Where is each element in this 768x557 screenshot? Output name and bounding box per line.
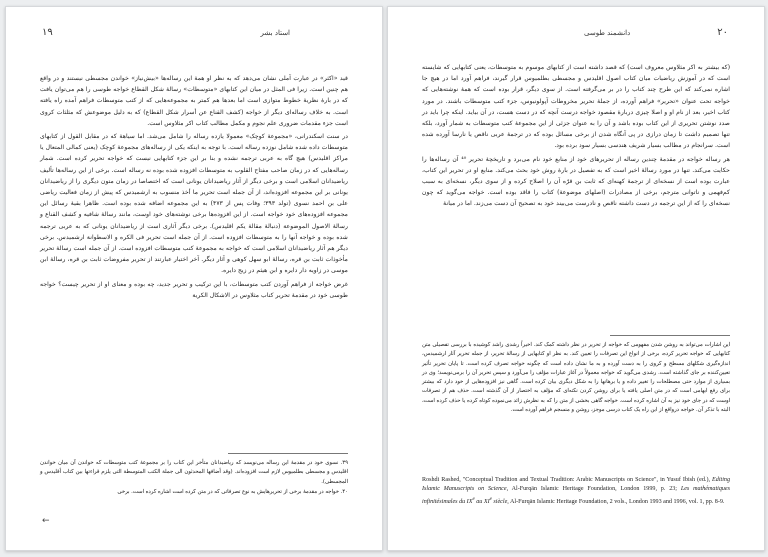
page-number: ٢٠ [717, 27, 728, 38]
left-page [5, 6, 383, 551]
running-title: استاد بشر [260, 29, 290, 37]
paragraph: هر رساله خواجه در مقدمهٔ چندین رساله از تحریرهای خود از منابع خود نام می‌برد و تاریخچهٔ تحریر ⁴⁰ آن رساله‌ها را حکایت می‌کند. تنها در مورد رسالهٔ اخیر است که به تفصیل در بارهٔ روش خود بحث می‌کند. منابع او در تحریر این کتاب، عبارت بوده است از نسخه‌ای از ترجمهٔ کهنه‌ای که ثابت بن قرّه آن را اصلاح کرده و از سوی دیگر، نسخه‌ای به سبب کم‌فهمی و ناتوانی مترجم، برخی از مصادرات (اصلهای موضوعهٔ) کتاب را فاقد بوده است. خواجه می‌گوید که چون نسخه‌ای را که از این ترجمه در دست داشته ناقص و نادرست می‌بیند خود به تصحیح آن دست می‌زند. اما در میانهٔ [422, 155, 730, 208]
latin-citation [422, 476, 730, 507]
left-page-header [42, 29, 346, 41]
paragraph: قید «اکثر» در عبارت آملی نشان می‌دهد که به نظر او همهٔ این رساله‌ها «بیش‌نیاز» خواندن مجسطی نیستند و در واقع هم چنین است. زیرا فی المثل در میان این کتابهای «متوسطات» رسالهٔ شکل القطاع خواجه طوسی را هم می‌توان یافت که در بارهٔ نظریهٔ خطوط متوازی است اما بعدها هم کمتر به مجموعه‌هایی که از کتب متوسطات فراهم آمده راه یافته است. به خلاف رساله‌ای دیگر از خواجه (کشف القناع عن أسرار شکل القطاع) که به دلیل موضوعش که مثلثات کروی است جزء مقدمات ضروری علم نجوم و مکمل مطالب کتاب اکر مثلاوس است. [40, 75, 348, 127]
right-page [387, 6, 765, 551]
right-footnotes [422, 341, 730, 416]
footnote-rule [228, 453, 348, 454]
continuation-arrow-icon: ← [42, 516, 50, 526]
footnote: ۴۰. خواجه در مقدمهٔ برخی از تحریرهایش به نوع تصرفاتی که در متن کرده است اشاره کرده است. برخی [117, 488, 348, 495]
paragraph: (که بیشتر به اکر مثلاوس معروف است) که قصد داشته است از کتابهای موسوم به متوسطات، یعنی کتابهایی که شایسته است که در آموزش ریاضیات میان کتاب اصول اقلیدس و مجسطی بطلمیوس قرار گیرند، فراهم آورد اما در هیچ جا اشاره نمی‌کند که این طرح چند کتاب را در بر می‌گرفته است. از سوی دیگر، قرار بوده است که همهٔ نوشته‌هایی که خواجه تحت عنوان «تحریر» فراهم آورده، از جملهٔ تحریر مخروطات آپولونیوس، جزء کتب متوسطات باشند. در مورد کتاب اخیر، بعد از نام او و اصلا چیزی دربارهٔ مقصود خواجه درست آنچه که در دست هست، در آن بیاید. اینکه چرا باید در صدد نوشتن تحریری از این کتاب بوده باشد و آن را به عنوان جزئی از این مجموعهٔ کتب متوسطات به شمار آورد، بلکه تنها تصمیم داشت تا زمان درازی در پی آنگاه شدن از برخی مسائل بوده که در ترجمهٔ عربی ناقص یا نارسا آورده شده است. سرانجام در مطالب بسیار شریف هندسی بسیار سود برده بود. [422, 64, 730, 150]
citation-book-title: Les mathématiques infinitésimales du IXe au XIe siècle [422, 486, 730, 505]
footnote: این اشارات می‌تواند به روشن شدن مفهومی که خواجه از تحریر در نظر داشته کمک کند. اخیراً رشدی راشد کوشیده با بررسی تفصیلی متن کتابهایی که خواجه تحریر کرده، برخی از انواع این تصرفات را تعیین کند. به نظر او کتابهایی از رسالهٔ تحریر، از جمله تحریر آثار ارشمیدس، اندازه‌گیری شکلهای مسطح و کروی را به دست آورده و به ما نشان داده است که چگونه خواجه تصرف کرده است. تا پایان تحریر تأثیر تعیین‌کننده بر جای گذاشته است. رشدی می‌گوید که خواجه معمولاً در آغاز عبارات مؤلف را می‌آورد و سپس تحریر آن را برمی‌نویسد؛ وی در بسیاری از موارد حتی مصطلحات را تغییر داده و یا برهانها را به شکل دیگری بیان کرده است. گاهی نیز افزوده‌هایی از خود دارد که بیشتر برای رفع ابهامی است که در متن اصلی یافته یا برای روشن کردن نکته‌ای که مؤلف به اختصار از آن گذشته است. حذف هم از تصرفات اوست که در جای خود نیز به آن اشاره کرده است. خواجه گاهی بخشی از متن را که به نظرش زائد می‌نموده کوتاه کرده یا حذف کرده است، البته با تذکر آن. خواجه درواقع از این راه یک کتاب درسی موجز، روشن و منسجم فراهم آورده است. [422, 342, 730, 414]
right-page-header [424, 29, 728, 41]
left-body-text [40, 73, 348, 303]
running-title: دانشمند طوسی [584, 29, 631, 37]
footnote: ۳۹. نسوی خود در مقدمهٔ این رساله می‌نویسد که ریاضیدانان متأخر این کتاب را بر مجموعهٔ کتب متوسطات که خواندن آن میان خواندن اقلیدس و مجسطی بطلمیوس لازم است افزوده‌اند. (وقد أضافها المحدثون الی جملة الکتب المتوسطة التی یلزم قراءتها بین کتاب أقلیدس و المجسطی). [40, 460, 348, 485]
paragraph: غرض خواجه از فراهم آوردن کتب متوسطات، با این ترکیب و تحریر جدید، چه بوده و معنای او از تحریر چیست؟ خواجه طوسی خود در مقدمهٔ تحریر کتاب مثلاوس در الاشکال الکریة [40, 280, 348, 299]
citation-text: , Al-Furqān Islamic Heritage Foundation, London 1999, p. 23; [506, 486, 681, 493]
right-body-text [422, 62, 730, 212]
left-footnotes [40, 459, 348, 498]
paragraph: در سنت اسکندرانی، «مجموعهٔ کوچک» معمولا یازده رساله را شامل می‌شد. اما سیاههٔ که در مقابل القول از کتابهای متوسطات داده شده شامل نوزده رساله است. با توجه به اینکه یکی از رساله‌های مجموعهٔ کوچک (یعنی کمالی المتعال یا مراکز اقلیدس) هیچ گاه به عربی ترجمه نشده و بنا بر این جزء کتابهایی نیست که خواجه تحریر کرده است. شمار رساله‌هایی که در زمان صاحب مفتاح القلوب به متوسطات افزوده شده بوده نه رساله است. برخی از این رساله‌ها تألیف ریاضیدانان اسلامی است و برخی دیگر از آثار ریاضیدانان یونانی است که اختصاصا در زمان متون دیگری را از ریاضیدانان یونانی بر این مجموعه افزوده‌اند، از آن جمله است تحریر ما أخذ منسوب به ارشمیدس که پیش از زمان فعالیت ریاضی علی بن احمد نسوی (تولد ۳۹۳؛ وفات پس از ۴۷۳) به این مجموعه اضافه شده بوده است. ظاهرا بقیهٔ رسائل این مجموعه افزوده‌های خود خواجه است. از این افزوده‌ها برخی نوشته‌های خود اوست، مانند رسالهٔ شافیه و کشف القناع و رسالهٔ الاصول الموضوعة (دنبالهٔ مقالهٔ یکم اقلیدس). برخی دیگر آثاری است از ریاضیدانان یونانی که به عربی ترجمه شده بوده و خواجه آنها را به متوسطات افزوده است. از آن جمله است تحریر فی الکره و الاسطوانة ارشمیدس. برخی دیگر هم آثار ریاضیدانان اسلامی است که خواجه به مجموعهٔ کتب متوسطات افزوده است. از آن جمله است رسالهٔ تحریر مأخوذات ثابت بن قره، رسالهٔ ابو سهل کوهی و آثار دیگر. آخر اختیار عبارتند از تحریر مفروضات ثابت بن قره، رسالهٔ ابن موسی در زاویه دار دایره و ابن هیثم در زیج دایره. [40, 133, 348, 275]
citation-text: Roshdi Rashed, "Conceptual Tradition and Textual Tradition: Arabic Manuscripts on Science", in Yusuf Ibish (ed.), [422, 477, 713, 483]
page-number: ١٩ [42, 27, 53, 38]
footnote-rule [610, 335, 730, 336]
citation-text: , Al-Furqān Islamic Heritage Foundation, 2 vols., London 1993 and 1996, vol. 1, pp. 8-9. [507, 498, 725, 505]
citation-book-title: Editing Islamic Manuscripts on Science [422, 477, 730, 493]
